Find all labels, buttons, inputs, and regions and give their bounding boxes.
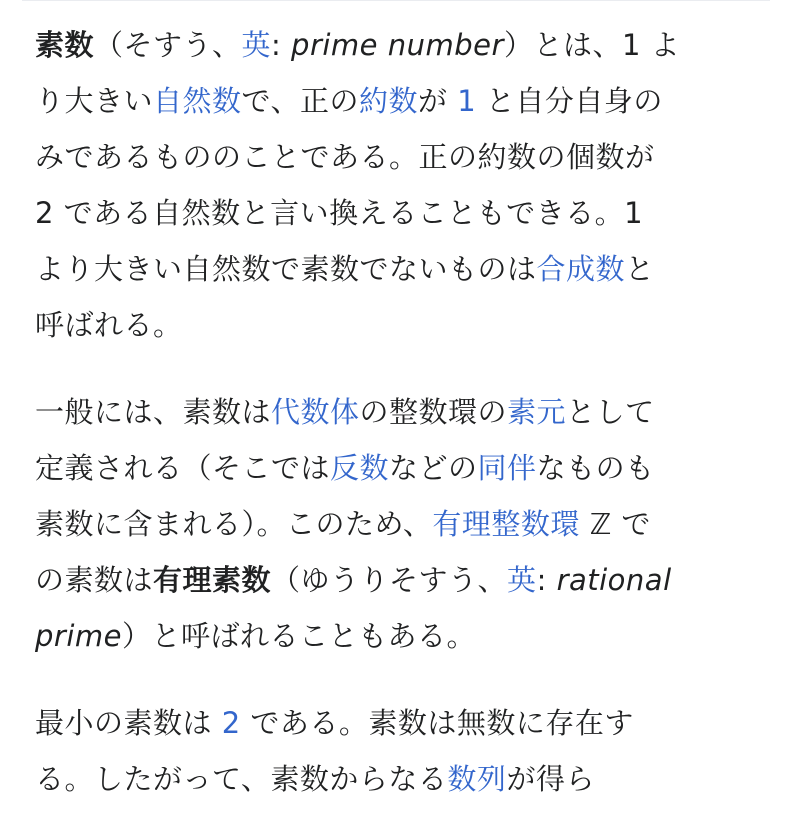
wiki-link[interactable]: 2: [221, 706, 241, 740]
text-segment: rational: [556, 563, 672, 597]
text-line: [35, 496, 775, 552]
text-line: [35, 440, 775, 496]
text-segment: なものも: [536, 451, 655, 485]
text-segment: みであるもののことである。正の約数の個数が: [35, 140, 655, 174]
wiki-link[interactable]: 合成数: [536, 252, 626, 286]
text-segment: が: [417, 84, 458, 118]
text-segment: prime number: [291, 28, 504, 62]
wiki-link[interactable]: 同伴: [477, 451, 537, 485]
text-segment: る。したがって、素数からなる: [35, 762, 448, 796]
text-segment: （ゆうりそすう、: [271, 563, 508, 597]
text-line: [35, 129, 775, 185]
wiki-link[interactable]: 有理整数環: [432, 507, 580, 541]
bold-term: 素数: [35, 28, 95, 62]
text-segment: ℤ で: [579, 507, 651, 541]
paragraph: [35, 695, 775, 807]
wiki-link[interactable]: 素元: [507, 395, 567, 429]
text-segment: で、正の: [241, 84, 359, 118]
wiki-link[interactable]: 代数体: [271, 395, 360, 429]
text-segment: （そすう、: [94, 28, 242, 62]
text-segment: として: [566, 395, 655, 429]
text-segment: が得ら: [506, 762, 595, 796]
text-segment: ）とは、1 よ: [503, 28, 681, 62]
text-segment: と自分自身の: [476, 84, 663, 118]
text-line: [35, 608, 775, 664]
text-line: [35, 17, 775, 73]
text-segment: である。素数は無数に存在す: [240, 706, 634, 740]
text-line: [35, 552, 775, 608]
paragraph: [35, 384, 775, 664]
text-segment: 素数に含まれる）。このため、: [35, 507, 433, 541]
text-segment: ）と呼ばれることもある。: [121, 619, 476, 653]
bold-term: 有理素数: [153, 563, 272, 597]
article-body: [35, 17, 775, 838]
text-line: [35, 241, 775, 297]
text-segment: 最小の素数は: [35, 706, 222, 740]
text-segment: の整数環の: [359, 395, 508, 429]
text-segment: prime: [35, 619, 122, 653]
text-segment: 一般には、素数は: [35, 395, 272, 429]
text-segment: :: [271, 28, 292, 62]
text-segment: と: [625, 252, 655, 286]
wiki-link[interactable]: 反数: [330, 451, 390, 485]
text-line: [35, 73, 775, 129]
wiki-link[interactable]: 英: [241, 28, 272, 62]
wiki-link[interactable]: 数列: [447, 762, 507, 796]
text-line: [35, 384, 775, 440]
text-line: [35, 185, 775, 241]
wiki-link[interactable]: 1: [457, 84, 477, 118]
text-line: [35, 751, 775, 807]
text-segment: 定義される（そこでは: [35, 451, 331, 485]
section-divider: [22, 0, 770, 1]
text-line: [35, 297, 775, 353]
wiki-link[interactable]: 約数: [358, 84, 418, 118]
text-segment: より大きい自然数で素数でないものは: [35, 252, 537, 286]
text-segment: り大きい: [35, 84, 154, 118]
wiki-link[interactable]: 英: [507, 563, 537, 597]
text-segment: 2 である自然数と言い換えることもできる。1: [35, 196, 644, 230]
text-segment: 呼ばれる。: [35, 308, 183, 342]
text-segment: などの: [389, 451, 478, 485]
text-line: [35, 695, 775, 751]
wiki-link[interactable]: 自然数: [153, 84, 242, 118]
text-segment: の素数は: [35, 563, 154, 597]
text-segment: :: [536, 563, 557, 597]
paragraph: [35, 17, 775, 353]
